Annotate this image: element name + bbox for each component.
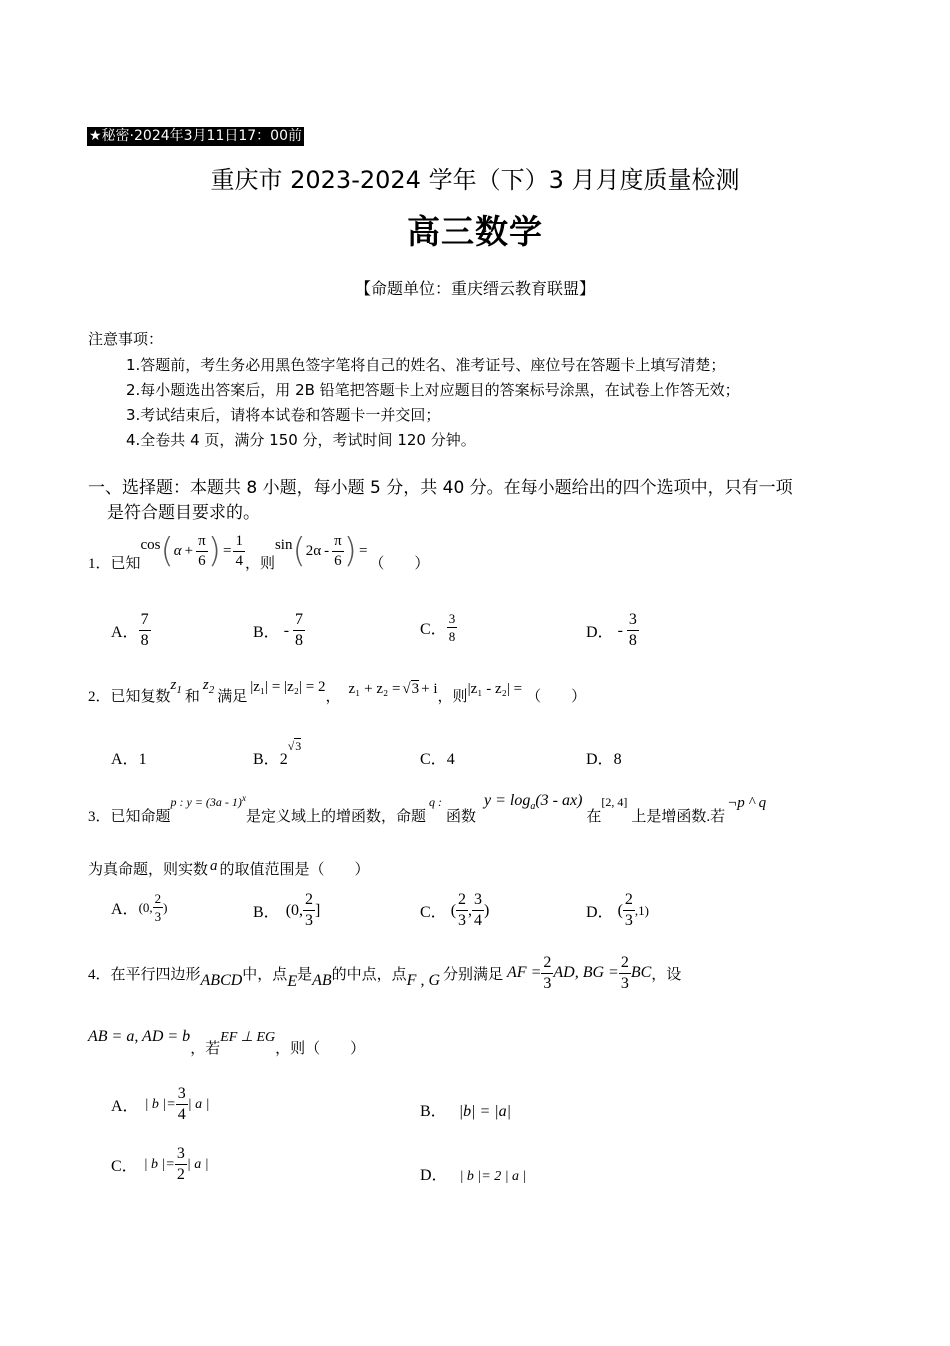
question-4: [88, 950, 681, 996]
q3-option-c: [420, 892, 489, 929]
log-expr: y = log: [483, 791, 531, 809]
option-sign: -: [283, 621, 290, 639]
q4-two-thirds: [541, 955, 553, 992]
option-fraction: [139, 612, 151, 649]
frac-den: 8: [295, 632, 304, 649]
q1-left-paren-2: (: [292, 531, 306, 571]
q1-sin: sin: [274, 536, 293, 553]
q2-ask: |z₁ - z₂| =: [467, 681, 523, 697]
p-exp: x: [241, 793, 246, 803]
interval-right: ): [163, 899, 168, 915]
q1-six-b: 6: [334, 552, 342, 569]
frac-den: 3: [305, 912, 314, 929]
frac-num: 3: [448, 611, 456, 626]
q1-then: ，则: [244, 555, 275, 572]
q2-option-c: [420, 746, 455, 769]
frac-num: 2: [619, 955, 631, 974]
frac-num: 7: [293, 612, 305, 631]
q3-condition: ¬p ^ q: [727, 795, 767, 811]
q1-plus: +: [184, 542, 194, 559]
q2-option-d: [586, 746, 622, 769]
q1-minus: -: [324, 542, 330, 559]
q4-two-thirds-b: [619, 955, 631, 992]
option-fraction: [627, 612, 639, 649]
q1-cos: cos: [140, 536, 161, 553]
frac-den: 2: [176, 1166, 185, 1183]
q3-p-def: [171, 793, 246, 810]
interval-left: (: [450, 901, 457, 919]
option-rhs: | a |: [187, 1096, 210, 1112]
q4-is: 是: [297, 966, 313, 983]
q3-line2-b: 的取值范围是（ ）: [219, 862, 370, 878]
interval-left: (: [617, 901, 623, 919]
section-heading: [88, 476, 878, 526]
option-label: D．: [586, 751, 614, 768]
frac-num: 3: [175, 1146, 187, 1165]
q1-option-c: [420, 612, 457, 643]
q2-stem: 2．已知复数: [88, 689, 171, 705]
q3-line2-a: 为真命题，则实数: [88, 862, 209, 878]
q3-log: [476, 792, 582, 812]
q4-stem: 4．在平行四边形: [88, 966, 201, 983]
q3-q-label: q :: [428, 795, 442, 809]
q2-z1: [171, 677, 182, 696]
option-fraction: [303, 892, 315, 929]
q1-pi-over-6-b: [332, 534, 344, 569]
q1-left-paren: (: [160, 531, 174, 571]
option-label: B．: [420, 1103, 447, 1120]
interval-right: ,1): [634, 902, 649, 918]
q1-option-a: [111, 612, 151, 649]
option-label: A．: [111, 1098, 139, 1115]
frac-den: 8: [628, 632, 637, 649]
interval-left: (0,: [285, 901, 304, 919]
question-4-line-2: [88, 1026, 365, 1058]
frac-den: 3: [458, 912, 467, 929]
q3-var-a: a: [210, 858, 218, 874]
confidential-banner: ★秘密·2024年3月11日17：00前: [89, 128, 302, 144]
interval-right: ]: [315, 901, 321, 919]
option-rhs: | a |: [186, 1156, 209, 1172]
option-label: D．: [420, 1167, 448, 1184]
option-label: C．: [420, 621, 447, 638]
p-expr: p : y = (3a - 1): [170, 795, 242, 809]
notice-item: 3.考试结束后，请将本试卷和答题卡一并交回；: [126, 406, 441, 424]
q1-two-alpha: 2α: [305, 542, 322, 559]
frac-num: 3: [627, 612, 639, 631]
q1-stem: 1．已知: [88, 555, 141, 572]
q4-option-a: [111, 1086, 209, 1123]
q1-one-fourth: [233, 534, 245, 569]
frac-num: 2: [541, 955, 553, 974]
option-expr: |b| = |a|: [458, 1103, 512, 1120]
frac-num: 2: [456, 892, 468, 911]
option-value: 4: [446, 751, 455, 768]
q2-plus-i: + i: [421, 681, 438, 697]
frac-num: 2: [154, 891, 162, 906]
interval-comma: ,: [468, 901, 473, 919]
q1-one: 1: [233, 534, 245, 552]
notice-heading: 注意事项：: [88, 330, 164, 348]
q1-eq-2: =: [358, 542, 368, 559]
q1-four: 4: [235, 552, 243, 569]
q2-option-a: [111, 746, 147, 769]
q1-alpha: α: [173, 542, 182, 559]
q2-then: ，则: [437, 689, 468, 705]
q3-option-a: [111, 892, 168, 923]
q1-eq: =: [222, 542, 232, 559]
issuing-unit: 【命题单位：重庆缙云教育联盟】: [354, 279, 595, 298]
sub: 2: [208, 684, 215, 696]
frac-den: 4: [474, 912, 483, 929]
q3-in: 在: [586, 809, 602, 825]
q4-then: ，则（ ）: [275, 1041, 366, 1057]
option-fraction: [293, 612, 305, 649]
q3-stem: 3．已知命题: [88, 809, 171, 825]
question-2: [88, 676, 586, 706]
q1-option-d: [586, 612, 639, 649]
q2-modulus-eq: |z₁| = |z₂| = 2: [250, 679, 326, 695]
sub: 1: [176, 684, 182, 696]
q1-pi: π: [196, 534, 208, 552]
option-expr: | b |= 2 | a |: [459, 1169, 527, 1184]
q2-comma: ，: [325, 689, 341, 705]
z-letter: z: [202, 677, 209, 693]
notice-item: 1.答题前，考生务必用黑色签字笔将自己的姓名、准考证号、座位号在答题卡上填写清楚；: [126, 356, 726, 374]
frac-num: 7: [139, 612, 151, 631]
option-label: B．: [253, 904, 280, 921]
option-fraction: [153, 892, 164, 923]
option-label: B．: [253, 751, 280, 768]
option-label: A．: [111, 624, 139, 641]
option-fraction: [623, 892, 635, 929]
option-label: C．: [420, 904, 447, 921]
log-base: a: [530, 801, 536, 812]
frac-den: 3: [620, 974, 629, 992]
q1-six: 6: [198, 552, 206, 569]
option-value: 2: [279, 751, 288, 768]
radicand: 3: [411, 681, 420, 697]
option-label: C．: [420, 751, 447, 768]
option-fraction: [176, 1086, 188, 1123]
notice-item: 2.每小题选出答案后，用 2B 铅笔把答题卡上对应题目的答案标号涂黑，在试卷上作答无效；: [126, 381, 740, 399]
frac-den: 8: [140, 632, 149, 649]
frac-den: 3: [543, 974, 552, 992]
option-label: B．: [253, 624, 280, 641]
interval-right: ): [484, 901, 490, 919]
q3-p-text: 是定义域上的增函数，命题: [245, 809, 426, 825]
q2-satisfy: 满足: [217, 689, 248, 705]
radicand: 3: [295, 739, 302, 753]
interval-left: (0,: [138, 899, 153, 915]
question-3-line-2: [88, 858, 370, 879]
q4-ad-bg: AD, BG =: [553, 964, 619, 981]
q4-ab: AB: [312, 972, 332, 989]
q3-option-b: [253, 892, 320, 929]
option-value: 8: [613, 751, 622, 768]
q2-z2: [203, 677, 214, 696]
q1-pi-b: π: [332, 534, 344, 552]
q2-sqrt3: √3: [402, 681, 420, 697]
q3-option-d: [586, 892, 649, 929]
q3-fn-text: 函数: [445, 809, 476, 825]
frac-num: 3: [472, 892, 484, 911]
option-fraction-2: [472, 892, 484, 929]
q4-fg: F , G: [406, 972, 440, 989]
exam-title: 重庆市 2023-2024 学年（下）3 月月度质量检测: [210, 166, 740, 194]
option-label: D．: [586, 904, 614, 921]
frac-num: 2: [623, 892, 635, 911]
frac-num: 2: [303, 892, 315, 911]
subject-title: 高三数学: [407, 212, 543, 251]
q1-option-b: [253, 612, 305, 649]
q4-af: AF =: [507, 964, 542, 981]
q4-e: E: [287, 973, 298, 990]
option-fraction: [175, 1146, 187, 1183]
q3-interval: [2, 4]: [601, 795, 628, 809]
option-label: A．: [111, 751, 139, 768]
q2-and: 和: [184, 689, 200, 705]
section-line-1: 一、选择题：本题共 8 小题，每小题 5 分，共 40 分。在每小题给出的四个选项中，只有一项: [88, 478, 793, 498]
q4-option-c: [111, 1146, 209, 1183]
frac-den: 3: [154, 909, 162, 924]
option-label: C．: [111, 1158, 138, 1175]
q2-option-b: [253, 739, 302, 769]
question-1: [88, 526, 429, 576]
option-exponent: √3: [287, 739, 302, 753]
q4-midpoint: 的中点，点: [331, 966, 407, 983]
notice-item: 4.全卷共 4 页，满分 150 分，考试时间 120 分钟。: [126, 431, 476, 449]
q3-inc: 上是增函数.若: [631, 809, 726, 825]
z-letter: z: [170, 677, 177, 693]
q4-bc: BC: [630, 964, 652, 981]
frac-num: 3: [176, 1086, 188, 1105]
option-fraction: [456, 892, 468, 929]
option-sign: -: [617, 621, 623, 639]
q1-pi-over-6: [196, 534, 208, 569]
frac-den: 3: [624, 912, 633, 929]
option-value: 1: [138, 751, 147, 768]
section-line-2: 是符合题目要求的。: [107, 503, 260, 523]
q1-right-paren: ): [207, 531, 221, 571]
q4-satisfy: 分别满足: [443, 966, 504, 983]
log-arg: (3 - ax): [535, 791, 583, 809]
option-lhs: | b |=: [143, 1156, 175, 1172]
option-fraction: [447, 612, 458, 643]
q4-option-b: [420, 1098, 511, 1121]
q4-let: ，设: [651, 966, 682, 983]
question-3: [88, 790, 766, 826]
option-label: A．: [111, 901, 139, 918]
option-label: D．: [586, 624, 614, 641]
q1-right-paren-2: ): [343, 531, 357, 571]
q4-perpendicular: EF ⊥ EG: [220, 1030, 276, 1045]
q4-abcd: ABCD: [200, 972, 243, 989]
q4-middle: 中，点: [242, 966, 288, 983]
q4-definition: AB = a, AD = b: [88, 1028, 191, 1045]
q4-option-d: [420, 1162, 526, 1185]
frac-den: 4: [177, 1106, 186, 1123]
q4-if: ，若: [190, 1041, 221, 1057]
q2-sum: z₁ + z₂ =: [348, 681, 401, 697]
q1-answer-blank: （ ）: [369, 555, 430, 572]
q2-answer-blank: （ ）: [526, 689, 587, 705]
option-lhs: | b |=: [144, 1096, 176, 1112]
frac-den: 8: [448, 629, 456, 644]
